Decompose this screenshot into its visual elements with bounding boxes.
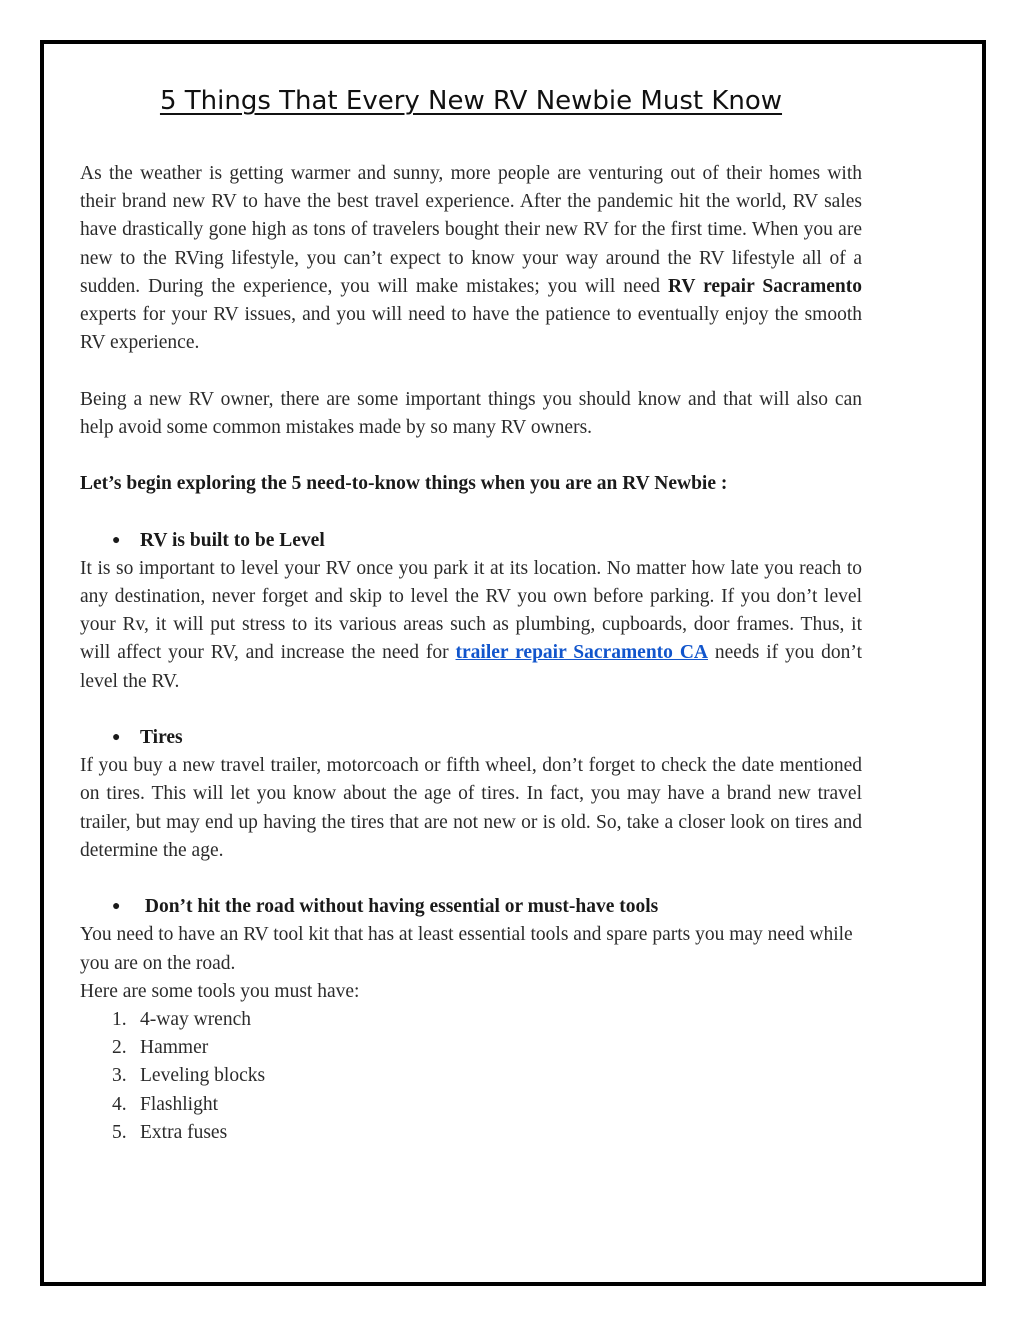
list-item: 1. 4-way wrench bbox=[112, 1009, 251, 1031]
document-title: 5 Things That Every New RV Newbie Must Know bbox=[159, 86, 783, 116]
section-body-level: It is so important to level your RV once you park it at its location. No matter how late you reach to any destination, never forget and skip to level the RV you own before parking. If you don’t level your Rv, it will put stress to its various areas such as plumbing, cupboards, door frames. Thus, it will affect your RV, and increase the need for trailer repair Sacramento CA needs if you don’t level the RV. bbox=[80, 557, 862, 692]
section-heading-tires: ● Tires bbox=[80, 724, 862, 752]
section-body-tools: You need to have an RV tool kit that has at least essential tools and spare parts you may need while you are on the road. bbox=[80, 924, 853, 974]
intro-paragraph: As the weather is getting warmer and sunny, more people are venturing out of their homes with their brand new RV to have the best travel experience. After the pandemic hit the world, RV sales have drastically gone high as tons of travelers bought their new RV for the first time. When you are new to the RVing lifestyle, you can’t expect to know your way around the RV lifestyle all of a sudden. During the experience, you will make mistakes; you will need RV repair Sacramento experts for your RV issues, and you will need to have the patience to eventually enjoy the smooth RV experience. bbox=[80, 163, 862, 354]
section-body-tires: If you buy a new travel trailer, motorcoach or fifth wheel, don’t forget to check the date mentioned on tires. This will let you know about the age of tires. In fact, you may have a brand new travel trailer, but may end up having the tires that are not new or is old. So, take a closer look on tires and determine the age. bbox=[80, 755, 862, 861]
bullet-icon: ● bbox=[112, 730, 121, 745]
trailer-repair-link[interactable]: trailer repair Sacramento CA bbox=[455, 642, 708, 664]
tools-list bbox=[80, 1006, 862, 1147]
list-item: 5. Extra fuses bbox=[112, 1121, 228, 1143]
section-heading-tools: ● Don’t hit the road without having essential or must-have tools bbox=[80, 893, 862, 921]
list-item: 4. Flashlight bbox=[112, 1093, 219, 1115]
bullet-icon: ● bbox=[112, 899, 121, 915]
bullet-icon: ● bbox=[112, 532, 121, 548]
section-heading-level: ● RV is built to be Level bbox=[80, 527, 862, 555]
list-item: 2. Hammer bbox=[112, 1037, 209, 1059]
list-item: 3. Leveling blocks bbox=[112, 1065, 266, 1087]
lead-in-heading: Let’s begin exploring the 5 need-to-know things when you are an RV Newbie : bbox=[80, 473, 728, 495]
owner-paragraph: Being a new RV owner, there are some important things you should know and that will also can help avoid some common mistakes made by so many RV owners. bbox=[80, 388, 862, 438]
tools-list-intro: Here are some tools you must have: bbox=[80, 980, 360, 1002]
intro-bold-keyword: RV repair Sacramento bbox=[668, 275, 862, 297]
document-body bbox=[80, 80, 862, 1147]
